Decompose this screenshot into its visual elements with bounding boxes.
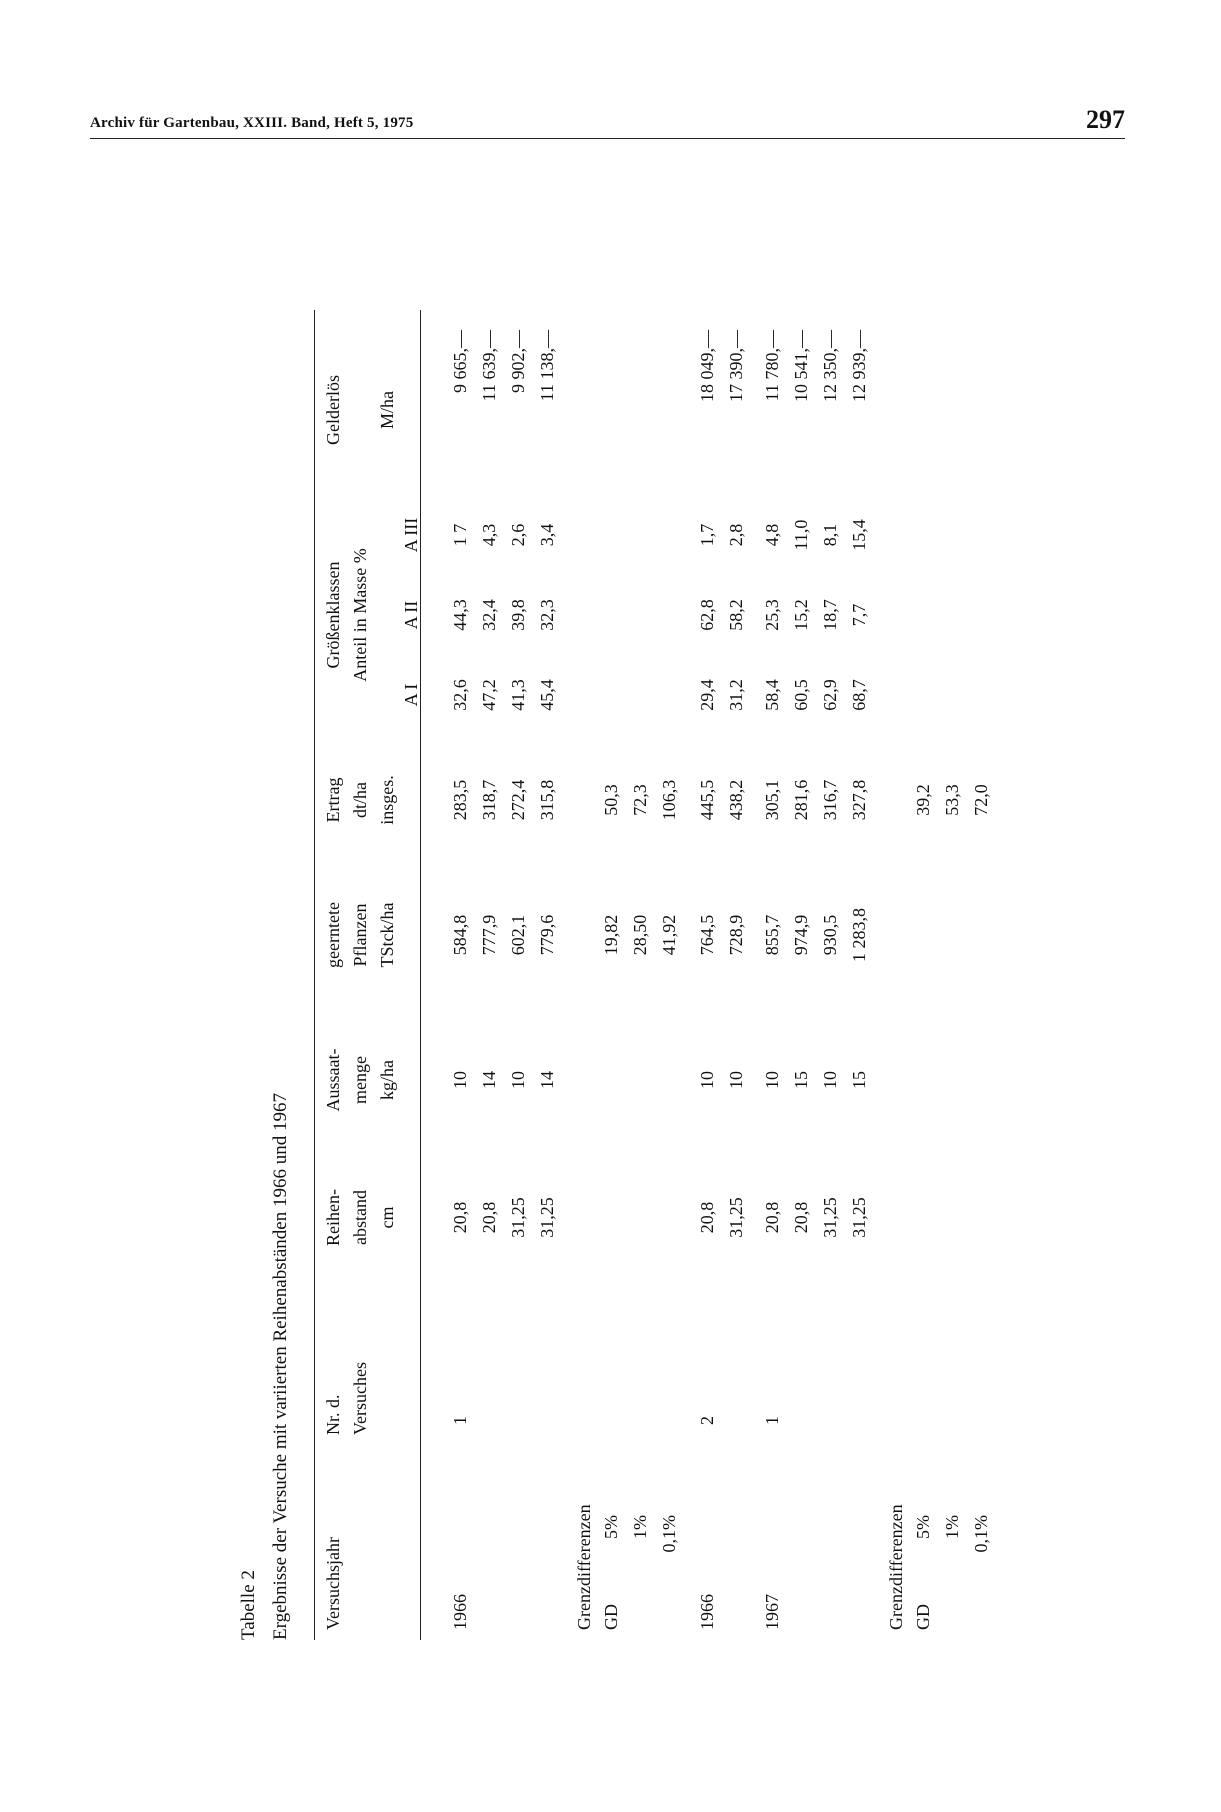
table-row: 0,1% 41,92 106,3 bbox=[659, 779, 679, 1553]
grenzdifferenzen-title: Grenzdifferenzen bbox=[574, 1504, 594, 1630]
header-aussaatmenge: Aussaat- menge kg/ha bbox=[323, 1048, 397, 1112]
grenzdifferenzen-title: Grenzdifferenzen bbox=[886, 1504, 906, 1630]
subheader-a1: A I bbox=[401, 683, 421, 707]
table-row: 20,8 15 974,9 281,6 60,5 15,2 11,0 10 541,— bbox=[791, 330, 811, 1234]
table-title: Ergebnisse der Versuche mit variierten Reihenabständen 1966 und 1967 bbox=[270, 1093, 291, 1640]
header-groessenklassen: Größenklassen Anteil in Masse % bbox=[323, 548, 370, 682]
table-row: 0,1% 72,0 bbox=[971, 784, 991, 1553]
header-ertrag: Ertrag dt/ha insges. bbox=[323, 775, 397, 825]
table-row: 1966 2 20,8 10 764,5 445,5 29,4 62,8 1,7 18 049,— bbox=[697, 330, 717, 1630]
table-row: 1% 28,50 72,3 bbox=[630, 784, 650, 1539]
table-row: 31,25 10 728,9 438,2 31,2 58,2 2,8 17 390,— bbox=[726, 330, 746, 1238]
header-versuch-nr: Nr. d. Versuches bbox=[323, 1362, 370, 1435]
table-row: 31,25 15 1 283,8 327,8 68,7 7,7 15,4 12 939,— bbox=[849, 330, 869, 1238]
page-number: 297 bbox=[1086, 105, 1125, 134]
header-gelderloes: Gelderlös M/ha bbox=[323, 375, 397, 445]
subheader-a2: A II bbox=[401, 600, 421, 630]
table-top-rule bbox=[314, 310, 315, 1640]
table-row: 31,25 10 602,1 272,4 41,3 39,8 2,6 9 902,— bbox=[508, 330, 528, 1238]
table-row: 1967 1 20,8 10 855,7 305,1 58,4 25,3 4,8 11 780,— bbox=[762, 330, 782, 1630]
subheader-a3: A III bbox=[401, 517, 421, 553]
results-table bbox=[230, 240, 1110, 1640]
table-row: 1966 1 20,8 10 584,8 283,5 32,6 44,3 1 7 9 665,— bbox=[450, 330, 470, 1630]
table-row: 20,8 14 777,9 318,7 47,2 32,4 4,3 11 639,— bbox=[479, 330, 499, 1234]
table-row: GD 5% 19,82 50,3 bbox=[601, 784, 621, 1630]
header-versuchsjahr: Versuchsjahr bbox=[323, 1537, 343, 1630]
header-reihenabstand: Reihen- abstand cm bbox=[323, 1189, 397, 1246]
table-row: 31,25 14 779,6 315,8 45,4 32,3 3,4 11 138,— bbox=[537, 330, 557, 1238]
table-row: 1% 53,3 bbox=[942, 784, 962, 1539]
header-pflanzen: geerntete Pflanzen TStck/ha bbox=[323, 902, 397, 968]
table-row: 31,25 10 930,5 316,7 62,9 18,7 8,1 12 350,— bbox=[820, 330, 840, 1238]
running-head bbox=[90, 104, 1125, 139]
table-row: GD 5% 39,2 bbox=[913, 784, 933, 1630]
table-label: Tabelle 2 bbox=[238, 1570, 259, 1640]
journal-title: Archiv für Gartenbau, XXIII. Band, Heft 5, 1975 bbox=[90, 115, 414, 131]
